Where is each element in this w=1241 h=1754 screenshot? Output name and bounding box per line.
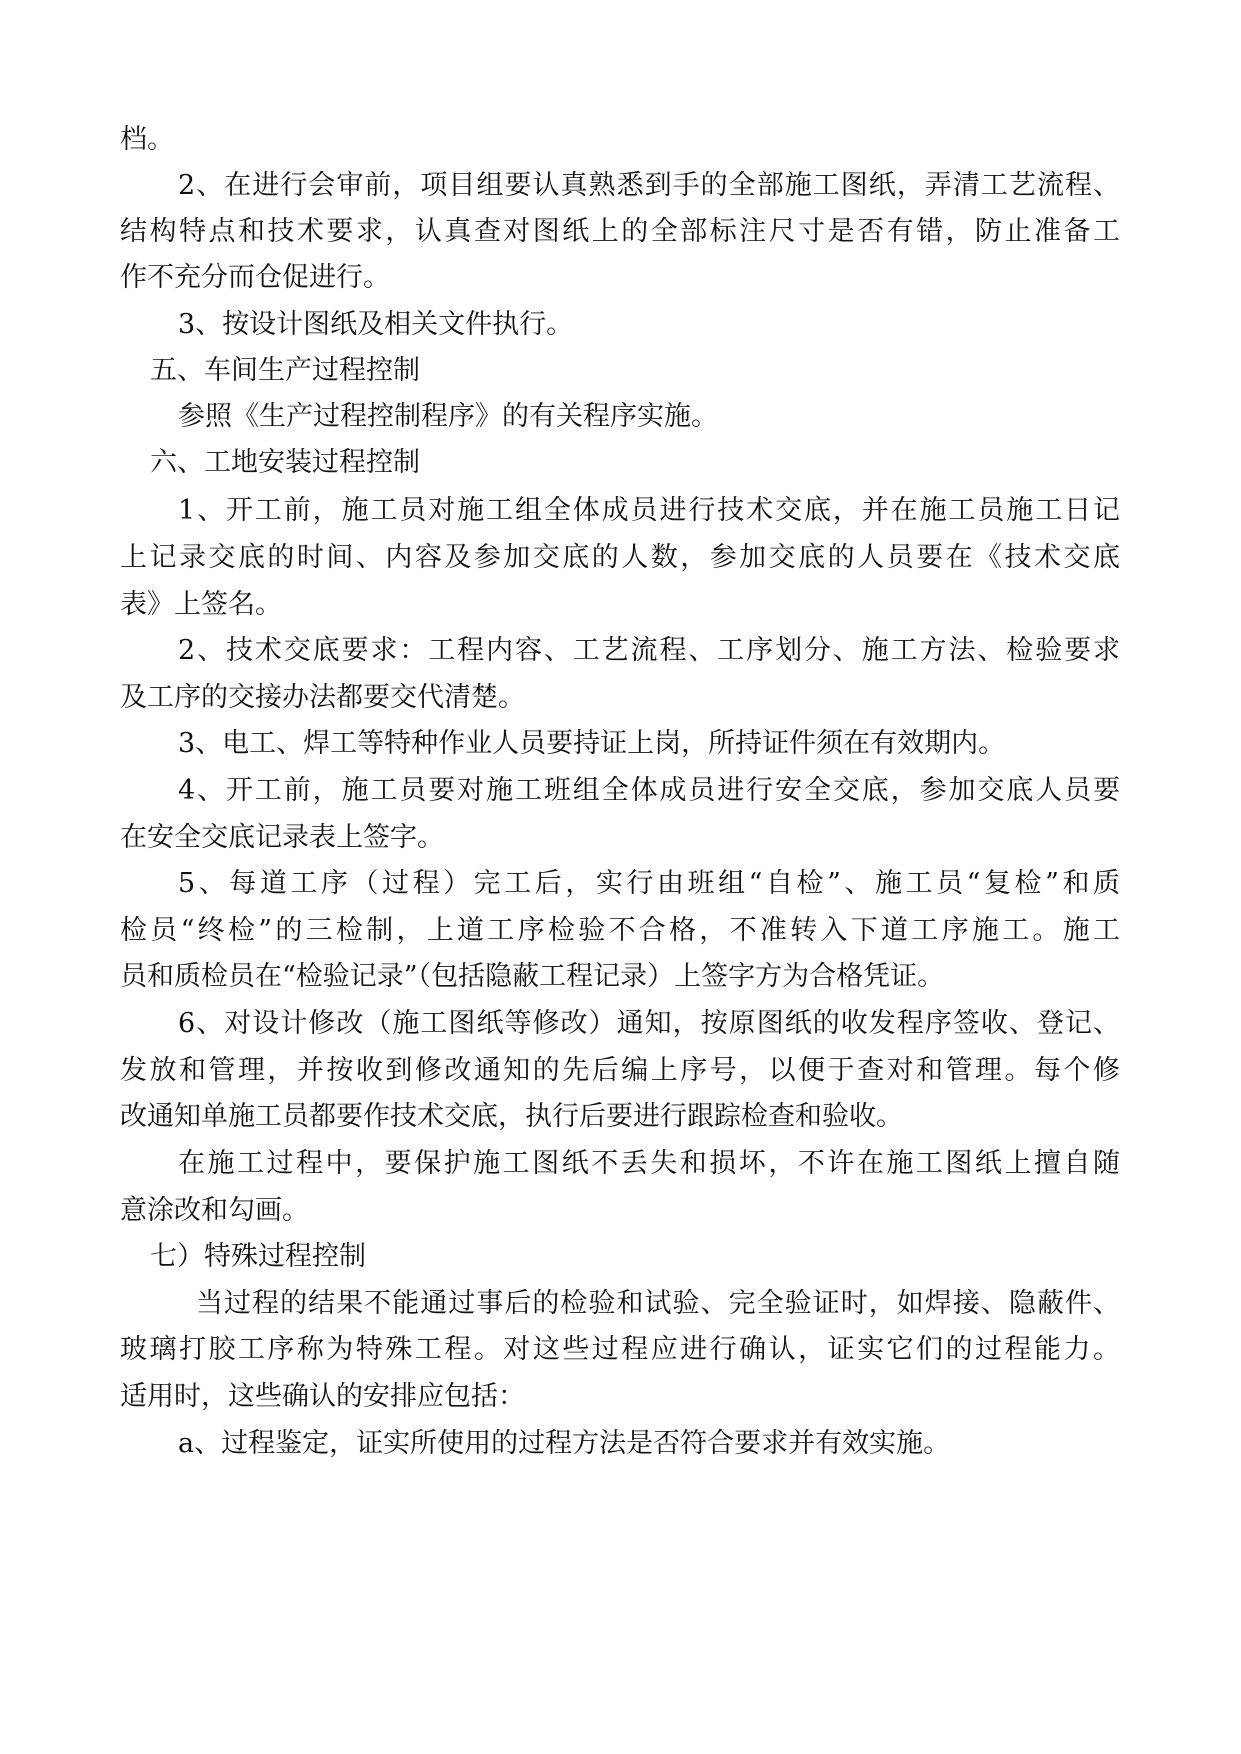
paragraph-line: 5、每道工序（过程）完工后，实行由班组“自检”、施工员“复检”和质 — [178, 868, 1120, 899]
paragraph-line: 在安全交底记录表上签字。 — [120, 822, 444, 853]
paragraph-line: 意涂改和勾画。 — [120, 1195, 309, 1226]
paragraph-line: 在施工过程中，要保护施工图纸不丢失和损坏，不许在施工图纸上擅自随 — [178, 1148, 1120, 1179]
paragraph-line: 档。 — [120, 124, 174, 155]
paragraph-line: 作不充分而仓促进行。 — [120, 262, 390, 293]
paragraph-line: 玻璃打胶工序称为特殊工程。对这些过程应进行确认，证实它们的过程能力。 — [120, 1334, 1120, 1365]
paragraph-line: 3、按设计图纸及相关文件执行。 — [178, 309, 574, 340]
paragraph-line: 发放和管理，并按收到修改通知的先后编上序号，以便于查对和管理。每个修 — [120, 1055, 1120, 1086]
paragraph-line: 1、开工前，施工员对施工组全体成员进行技术交底，并在施工员施工日记 — [178, 495, 1120, 526]
section-heading: 五、车间生产过程控制 — [150, 355, 420, 386]
paragraph-line: 改通知单施工员都要作技术交底，执行后要进行跟踪检查和验收。 — [120, 1101, 903, 1132]
paragraph-line: 参照《生产过程控制程序》的有关程序实施。 — [178, 401, 718, 432]
paragraph-line: 6、对设计修改（施工图纸等修改）通知，按原图纸的收发程序签收、登记、 — [178, 1008, 1120, 1039]
paragraph-line: 检员“终检”的三检制，上道工序检验不合格，不准转入下道工序施工。施工 — [120, 915, 1120, 946]
section-heading: 六、工地安装过程控制 — [150, 447, 420, 478]
paragraph-line: 及工序的交接办法都要交代清楚。 — [120, 682, 525, 713]
paragraph-line: 当过程的结果不能通过事后的检验和试验、完全验证时，如焊接、隐蔽件、 — [196, 1288, 1120, 1319]
paragraph-line: 上记录交底的时间、内容及参加交底的人数，参加交底的人员要在《技术交底 — [120, 542, 1120, 573]
paragraph-line: 4、开工前，施工员要对施工班组全体成员进行安全交底，参加交底人员要 — [178, 775, 1120, 806]
paragraph-line: 结构特点和技术要求，认真查对图纸上的全部标注尺寸是否有错，防止准备工 — [120, 216, 1120, 247]
paragraph-line: 3、电工、焊工等特种作业人员要持证上岗，所持证件须在有效期内。 — [178, 728, 1006, 759]
paragraph-line: 2、在进行会审前，项目组要认真熟悉到手的全部施工图纸，弄清工艺流程、 — [178, 170, 1120, 201]
paragraph-line: a、过程鉴定，证实所使用的过程方法是否符合要求并有效实施。 — [178, 1428, 951, 1459]
paragraph-line: 员和质检员在“检验记录”（包括隐蔽工程记录）上签字方为合格凭证。 — [120, 961, 945, 992]
paragraph-line: 表》上签名。 — [120, 589, 282, 620]
paragraph-line: 2、技术交底要求：工程内容、工艺流程、工序划分、施工方法、检验要求 — [178, 635, 1120, 666]
paragraph-line: 适用时，这些确认的安排应包括： — [120, 1381, 525, 1412]
section-heading: 七）特殊过程控制 — [150, 1241, 366, 1272]
